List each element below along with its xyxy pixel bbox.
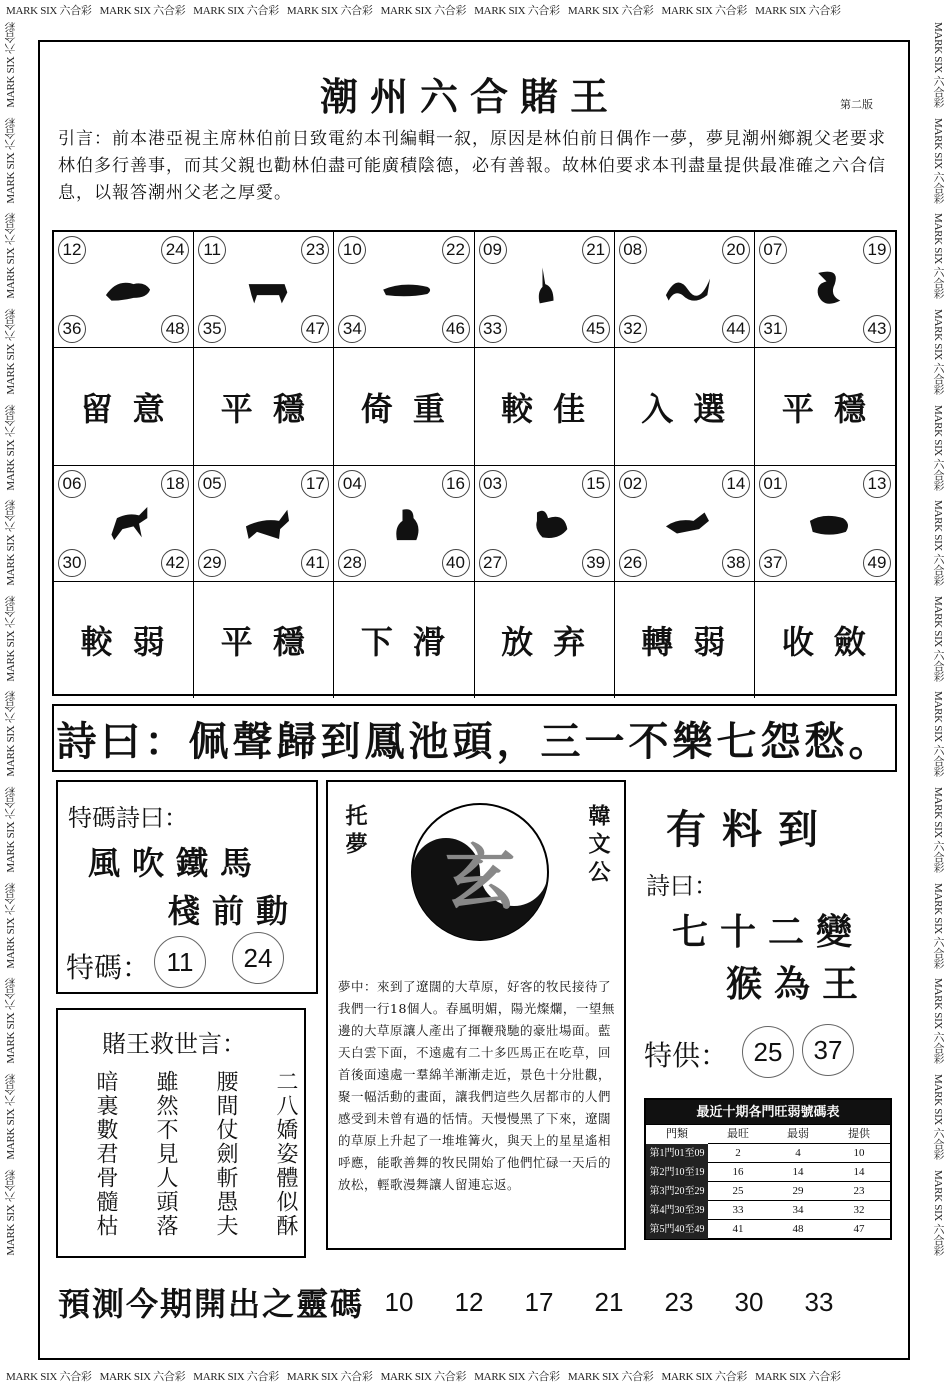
zodiac-number: 47 (301, 315, 329, 343)
arrival-label: 詩曰： (646, 872, 718, 900)
border-mark: MARK SIX 六合彩 (99, 1371, 186, 1383)
yin-yang-icon (410, 802, 550, 942)
zodiac-number: 22 (442, 236, 470, 264)
zodiac-number: 28 (338, 549, 366, 577)
border-mark: MARK SIX 六合彩 (567, 5, 654, 17)
edition-label: 第二版 (840, 98, 873, 111)
border-mark: MARK SIX 六合彩 (380, 5, 467, 17)
pig-icon (797, 496, 861, 551)
zodiac-number: 11 (198, 236, 226, 264)
table-cell: 第2門10至19 (646, 1163, 708, 1182)
zodiac-verdict: 收斂 (781, 623, 886, 661)
special-number-2: 24 (232, 932, 284, 984)
border-mark: MARK SIX 六合彩 (380, 1371, 467, 1383)
zodiac-verdict: 留意 (54, 348, 194, 466)
table-cell: 2 (735, 1147, 741, 1159)
border-mark: MARK SIX 六合彩 (6, 5, 92, 17)
prediction-number: 23 (664, 1286, 694, 1317)
zodiac-number: 05 (198, 470, 226, 498)
border-bottom (0, 1366, 949, 1388)
prediction-number: 12 (454, 1286, 484, 1317)
rabbit-icon (516, 262, 580, 317)
zodiac-number: 20 (722, 236, 750, 264)
saviour-box (56, 1008, 306, 1258)
table-cell: 33 (732, 1204, 744, 1216)
border-mark: MARK SIX 六合彩 (932, 691, 944, 778)
border-mark: MARK SIX 六合彩 (932, 117, 944, 204)
page-title: 潮州六合賭王 (319, 74, 620, 119)
border-mark: MARK SIX 六合彩 (286, 1371, 373, 1383)
border-mark: MARK SIX 六合彩 (5, 500, 17, 586)
goat-icon (236, 496, 300, 551)
zodiac-number: 37 (759, 549, 787, 577)
tiger-icon (376, 262, 440, 317)
border-mark: MARK SIX 六合彩 (5, 787, 17, 873)
prediction-row (58, 1282, 898, 1322)
zodiac-cell (54, 466, 194, 582)
table-header-cell: 提供 (848, 1128, 870, 1140)
border-mark: MARK SIX 六合彩 (932, 595, 944, 682)
table-cell: 第5門40至49 (646, 1220, 708, 1239)
zodiac-number: 35 (198, 315, 226, 343)
dream-right-label: 韓文公 (585, 804, 611, 888)
table-row (646, 1143, 890, 1162)
border-mark: MARK SIX 六合彩 (6, 1371, 92, 1383)
border-mark: MARK SIX 六合彩 (932, 978, 944, 1065)
zodiac-cell (194, 466, 334, 582)
zodiac-number: 21 (582, 236, 610, 264)
table-title: 最近十期各門旺弱號碼表 (646, 1100, 890, 1124)
zodiac-number: 24 (161, 236, 189, 264)
offer-label: 特供： (644, 1039, 729, 1072)
zodiac-verdict: 下滑 (334, 582, 474, 698)
zodiac-verdict: 平穩 (194, 582, 334, 698)
border-mark: MARK SIX 六合彩 (932, 1074, 944, 1160)
border-mark: MARK SIX 六合彩 (755, 1371, 841, 1383)
zodiac-number: 36 (58, 315, 86, 343)
table-cell: 4 (795, 1147, 801, 1159)
border-mark: MARK SIX 六合彩 (5, 22, 17, 108)
table-cell: 第3門20至29 (646, 1182, 708, 1201)
hot-cold-table (644, 1098, 892, 1240)
special-number-1: 11 (154, 936, 206, 988)
zodiac-number: 33 (479, 315, 507, 343)
monkey-icon (376, 496, 440, 551)
zodiac-verdict: 放弃 (475, 582, 615, 698)
saviour-label: 賭王救世言： (102, 1030, 246, 1058)
rooster-icon (516, 496, 580, 551)
zodiac-number: 30 (58, 549, 86, 577)
border-mark: MARK SIX 六合彩 (99, 5, 186, 17)
zodiac-number: 14 (722, 470, 750, 498)
border-mark: MARK SIX 六合彩 (5, 978, 17, 1065)
border-mark: MARK SIX 六合彩 (5, 213, 17, 299)
saviour-col: 腰間仗劍斬愚夫 (213, 1070, 238, 1238)
zodiac-cell (755, 232, 895, 348)
zodiac-verdict: 轉弱 (615, 582, 755, 698)
prediction-number: 17 (524, 1286, 554, 1317)
zodiac-cell (334, 466, 474, 582)
saviour-col: 暗裏數君骨髓枯 (93, 1070, 118, 1238)
border-mark: MARK SIX 六合彩 (932, 22, 944, 108)
zodiac-number: 40 (442, 549, 470, 577)
special-label: 特碼詩曰： (68, 804, 188, 832)
border-mark: MARK SIX 六合彩 (932, 404, 944, 491)
table-cell: 25 (732, 1185, 744, 1197)
border-mark: MARK SIX 六合彩 (932, 213, 944, 299)
zodiac-number: 17 (301, 470, 329, 498)
zodiac-cell (475, 466, 615, 582)
table-cell: 14 (853, 1166, 865, 1178)
zodiac-number: 15 (582, 470, 610, 498)
zodiac-number: 38 (722, 549, 750, 577)
border-right (927, 22, 949, 1366)
table-cell: 10 (853, 1147, 865, 1159)
zodiac-number: 49 (863, 549, 891, 577)
zodiac-verdict: 較佳 (475, 348, 615, 466)
zodiac-number: 03 (479, 470, 507, 498)
zodiac-verdict: 較弱 (54, 582, 194, 698)
border-mark: MARK SIX 六合彩 (193, 1371, 279, 1383)
zodiac-cell (475, 232, 615, 348)
zodiac-grid (52, 230, 897, 696)
prediction-number: 10 (384, 1286, 414, 1317)
saviour-col: 二八嬌姿體似酥 (273, 1070, 298, 1238)
zodiac-number: 43 (863, 315, 891, 343)
table-row (646, 1162, 890, 1181)
zodiac-number: 12 (58, 236, 86, 264)
offer-number-1: 25 (742, 1026, 794, 1078)
zodiac-verdict: 平穩 (755, 348, 895, 466)
table-cell: 48 (792, 1223, 804, 1235)
zodiac-number: 08 (619, 236, 647, 264)
zodiac-number: 16 (442, 470, 470, 498)
prediction-number: 30 (734, 1286, 764, 1317)
zodiac-number: 48 (161, 315, 189, 343)
zodiac-cell (615, 232, 755, 348)
arrival-line2: 猴為王 (726, 963, 871, 1005)
border-mark: MARK SIX 六合彩 (932, 308, 944, 395)
table-row (646, 1181, 890, 1200)
border-left (0, 22, 22, 1366)
prediction-number: 33 (804, 1286, 834, 1317)
prediction-number: 21 (594, 1286, 624, 1317)
dream-box (326, 780, 626, 1250)
zodiac-number: 02 (619, 470, 647, 498)
zodiac-cell (334, 232, 474, 348)
border-mark: MARK SIX 六合彩 (661, 5, 748, 17)
border-mark: MARK SIX 六合彩 (5, 691, 17, 778)
border-top (0, 0, 949, 22)
border-mark: MARK SIX 六合彩 (755, 5, 841, 17)
rat-icon (96, 262, 160, 317)
zodiac-number: 32 (619, 315, 647, 343)
zodiac-number: 07 (759, 236, 787, 264)
border-mark: MARK SIX 六合彩 (5, 882, 17, 969)
zodiac-number: 45 (582, 315, 610, 343)
offer-number-2: 37 (802, 1024, 854, 1076)
zodiac-number: 29 (198, 549, 226, 577)
border-mark: MARK SIX 六合彩 (932, 500, 944, 586)
saviour-columns (90, 1070, 300, 1238)
table-cell: 34 (792, 1204, 804, 1216)
poem-bar: 詩曰：佩聲歸到鳳池頭，三一不樂七怨愁。 (52, 704, 897, 772)
table-cell: 23 (853, 1185, 865, 1197)
dream-left-label: 托夢 (342, 804, 368, 860)
special-line2: 棧前動 (168, 892, 301, 930)
zodiac-number: 18 (161, 470, 189, 498)
zodiac-number: 19 (863, 236, 891, 264)
zodiac-number: 44 (722, 315, 750, 343)
zodiac-number: 27 (479, 549, 507, 577)
dream-story: 夢中：來到了遼闊的大草原，好客的牧民接待了我們一行18個人。春風明媚，陽光燦爛，一望無邊的大草原讓人產出了揮鞭飛馳的豪壯場面。藍天白雲下面，不遠處有二十多匹馬正在吃草，回首後面遠處一羣綿羊漸漸走近，景色十分壯觀，聚一幅活動的畫面，讓我們這些久居都市的人們感受到未曾有過的恬情。天慢慢黑了下來，遼闊的草原上升起了一堆堆篝火，與天上的星星遙相呼應，能歌善舞的牧民開始了他們忙碌一天后的放松，輕歌漫舞讓人留連忘返。 (338, 979, 615, 1192)
border-mark: MARK SIX 六合彩 (5, 1169, 17, 1256)
zodiac-number: 06 (58, 470, 86, 498)
zodiac-cell (615, 466, 755, 582)
table-header-cell: 門類 (646, 1125, 708, 1144)
border-mark: MARK SIX 六合彩 (567, 1371, 654, 1383)
table-cell: 第1門01至09 (646, 1144, 708, 1163)
zodiac-number: 34 (338, 315, 366, 343)
table-cell: 16 (732, 1166, 744, 1178)
special-code-label: 特碼： (66, 951, 151, 984)
table-cell: 47 (853, 1223, 865, 1235)
border-mark: MARK SIX 六合彩 (5, 595, 17, 682)
zodiac-cell (755, 466, 895, 582)
dragon-icon (656, 262, 720, 317)
zodiac-verdict: 入選 (615, 348, 755, 466)
border-mark: MARK SIX 六合彩 (932, 1169, 944, 1256)
svg-text:玄: 玄 (445, 836, 515, 919)
arrival-line1: 七十二變 (672, 911, 865, 953)
zodiac-verdict: 平穩 (194, 348, 334, 466)
table-cell: 第4門30至39 (646, 1201, 708, 1220)
table-header-cell: 最弱 (787, 1128, 809, 1140)
special-code-box (56, 780, 318, 994)
special-line1: 風吹鐵馬 (88, 844, 265, 882)
zodiac-number: 42 (161, 549, 189, 577)
border-mark: MARK SIX 六合彩 (932, 882, 944, 969)
snake-icon (797, 262, 861, 317)
zodiac-verdict: 倚重 (334, 348, 474, 466)
ox-icon (236, 262, 300, 317)
table-header-cell: 最旺 (727, 1128, 749, 1140)
horse-icon (96, 496, 160, 551)
border-mark: MARK SIX 六合彩 (286, 5, 373, 17)
zodiac-number: 31 (759, 315, 787, 343)
border-mark: MARK SIX 六合彩 (661, 1371, 748, 1383)
border-mark: MARK SIX 六合彩 (5, 1074, 17, 1160)
zodiac-number: 39 (582, 549, 610, 577)
zodiac-number: 23 (301, 236, 329, 264)
table-cell: 29 (792, 1185, 804, 1197)
border-mark: MARK SIX 六合彩 (474, 1371, 560, 1383)
prediction-label: 預測今期開出之靈碼 (58, 1285, 365, 1323)
table-row (646, 1219, 890, 1238)
border-mark: MARK SIX 六合彩 (474, 5, 560, 17)
zodiac-number: 01 (759, 470, 787, 498)
border-mark: MARK SIX 六合彩 (193, 5, 279, 17)
dog-icon (656, 496, 720, 551)
zodiac-number: 41 (301, 549, 329, 577)
table-header-row (646, 1124, 890, 1143)
border-mark: MARK SIX 六合彩 (5, 308, 17, 395)
zodiac-number: 04 (338, 470, 366, 498)
table-cell: 41 (732, 1223, 744, 1235)
zodiac-number: 09 (479, 236, 507, 264)
border-mark: MARK SIX 六合彩 (932, 787, 944, 873)
saviour-col: 雖然不見人頭落 (153, 1070, 178, 1238)
zodiac-number: 26 (619, 549, 647, 577)
zodiac-cell (194, 232, 334, 348)
zodiac-number: 10 (338, 236, 366, 264)
arrival-title: 有料到 (666, 806, 834, 853)
zodiac-cell (54, 232, 194, 348)
border-mark: MARK SIX 六合彩 (5, 117, 17, 204)
border-mark: MARK SIX 六合彩 (5, 404, 17, 491)
intro-text: 引言：前本港亞視主席林伯前日致電約本刊編輯一叙，原因是林伯前日偶作一夢，夢見潮州鄉親父老要求林伯多行善事，而其父親也勸林伯盡可能廣積陰德，必有善報。故林伯要求本刊盡量提供最准確之六合信息，以報答潮州父老之厚愛。 (58, 129, 886, 203)
zodiac-number: 46 (442, 315, 470, 343)
table-cell: 32 (853, 1204, 865, 1216)
zodiac-number: 13 (863, 470, 891, 498)
table-row (646, 1200, 890, 1219)
table-cell: 14 (792, 1166, 804, 1178)
